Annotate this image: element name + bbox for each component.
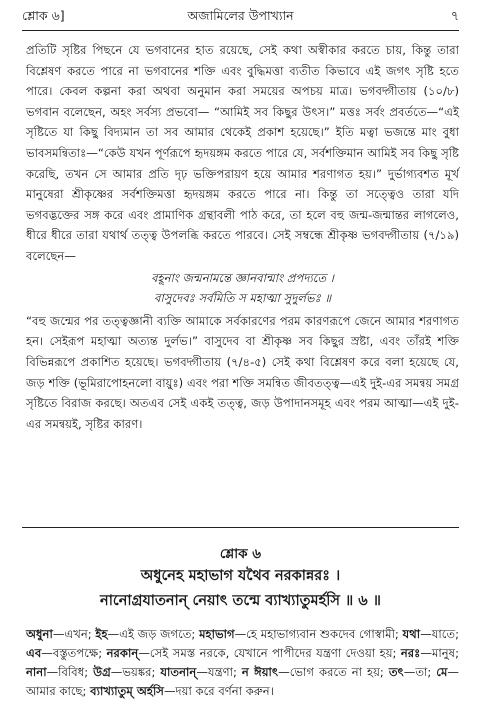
synonym-word: তৎ [388, 665, 404, 679]
quoted-verse-line-2: বাসুদেবঃ সর্বমিতি স মহাত্মা সুদুর্লভঃ ॥ [153, 291, 331, 306]
synonym-meaning: —যাতে; [420, 627, 459, 641]
page-header [22, 8, 459, 30]
synonym-meaning: —ভয়ঙ্কর; [110, 665, 161, 679]
synonym-meaning: —মানুষ; [420, 646, 459, 660]
synonym-word: নানা [26, 665, 47, 679]
word-meanings [26, 625, 459, 701]
synonym-meaning: —সেই সমস্ত নরকে, যেখানে পাপীদের যন্ত্রণা দেওয়া হয়; [138, 646, 401, 660]
quoted-verse [26, 268, 459, 309]
synonym-meaning: —ভোগ করতে না হয়; [278, 665, 389, 679]
synonym-meaning: —এই জড় জগতে; [107, 627, 200, 641]
synonym-word: মে [436, 665, 448, 679]
section-divider [22, 527, 459, 528]
synonym-word: যাতনান্ [160, 665, 197, 679]
synonym-word: যথা [402, 627, 421, 641]
header-chapter-title: অজামিলের উপাখ্যান [187, 8, 294, 23]
shloka-line-2: নানোগ্রযাতনান্ নেয়াৎ তন্মে ব্যাখ্যাতুমর্হসি ॥ ৬ ॥ [100, 593, 381, 609]
synonym-word: নরঃ [400, 646, 421, 660]
synonym-meaning: —তা; [403, 665, 437, 679]
purport-paragraph-1: প্রতিটি সৃষ্টির পিছনে যে ভগবানের হাত রয়েছে, সেই কথা অস্বীকার করতে চায়, কিন্তু তারা বিশ্লেষণ করতে পারে না ভগবানের শক্তি এবং বুদ্ধিমত্তা ব্যতীত কিভাবে এই জগৎ সৃষ্টি হতে পারে। কেবল কল্পনা করা অথবা অনুমান করা সময়ের অপচয় মাত্র। ভগবদ্গীতায় (১০/৮) ভগবান বলেছেন, অহং সর্বস্য প্রভবো— “আমিই সব কিছুর উৎস।” মত্তঃ সর্বং প্রবর্ততে—“এই সৃষ্টিতে যা কিছু বিদ্যমান তা সব আমার থেকেই প্রকাশ হয়েছে।” ইতি মত্বা ভজন্তে মাং বুধা ভাবসমন্বিতাঃ—“কেউ যখন পূর্ণরূপে হৃদয়ঙ্গম করতে পারে যে, সর্বশক্তিমান আমিই সব কিছু সৃষ্টি করেছি, তখন সে আমার প্রতি দৃঢ় ভক্তিপরায়ণ হয়ে আমার শরণাগত হয়।” দুর্ভাগ্যবশত মূর্খ মানুষেরা শ্রীকৃষ্ণের সর্বশক্তিমত্তা হৃদয়ঙ্গম করতে পারে না। কিন্তু তা সত্ত্বেও তারা যদি ভগবদ্ভক্তের সঙ্গ করে এবং প্রামাণিক গ্রন্থাবলী পাঠ করে, তা হলে বহু জন্ম-জন্মান্তর লাগলেও, ধীরে ধীরে তারা যথার্থ তত্ত্ব উপলব্ধি করতে পারবে। সেই সম্বন্ধে শ্রীকৃষ্ণ ভগবদ্গীতায় (৭/১৯) বলেছেন— [26, 43, 459, 263]
synonym-word: উগ্র [93, 665, 111, 679]
synonym-word: ন ঈয়াৎ [241, 665, 279, 679]
synonym-word: মহাভাগ [199, 627, 235, 641]
synonym-meaning: —বস্তুতপক্ষে; [41, 646, 107, 660]
synonym-word: ব্যাখ্যাতুম্ অর্হসি [90, 684, 164, 698]
shloka-line-1: অধুনেহ মহাভাগ যথৈব নরকান্নরঃ । [140, 568, 341, 584]
purport-paragraph-2: “বহু জন্মের পর তত্ত্বজ্ঞানী ব্যক্তি আমাকে সর্বকারণের পরম কারণরূপে জেনে আমার শরণাগত হন। সেইরূপ মহাত্মা অত্যন্ত দুর্লভ।” বাসুদেব বা শ্রীকৃষ্ণ সব কিছুর স্রষ্টা, এবং তাঁরই শক্তি বিভিন্নরূপে প্রকাশিত হয়েছে। ভগবদ্গীতায় (৭/৪-৫) সেই কথা বিশ্লেষণ করে বলা হয়েছে যে, জড় শক্তি (ভূমিরাপোহনলো বায়ুঃ) এবং পরা শক্তি সমন্বিত জীবতত্ত্ব—এই দুই-এর সমন্বয় সমগ্র সৃষ্টিতে বিরাজ করছে। অতএব সেই একই তত্ত্ব, জড় উপাদানসমূহ এবং পরম আত্মা—এই দুই-এর সমন্বয়ই, সৃষ্টির কারণ। [26, 313, 459, 431]
purport-text [26, 40, 459, 434]
synonym-word: এব [26, 646, 42, 660]
header-page-number: ৭ [450, 8, 459, 23]
synonym-meaning: —আমার কাছে; [26, 665, 459, 698]
quoted-verse-line-1: বহূনাং জন্মনামন্তে জ্ঞানবান্মাং প্রপদ্যতে । [151, 270, 334, 285]
synonym-meaning: —বিবিধ; [46, 665, 94, 679]
header-rule [22, 30, 459, 31]
header-verse-ref: শ্লোক ৬] [22, 8, 65, 23]
synonym-word: নরকান্ [106, 646, 139, 660]
synonym-meaning: —দয়া করে বর্ণনা করুন। [163, 684, 274, 698]
synonym-word: অধুনা [26, 627, 53, 641]
synonym-meaning: —হে মহাভাগ্যবান শুকদেব গোস্বামী; [234, 627, 403, 641]
synonym-meaning: —যন্ত্রণা; [196, 665, 242, 679]
shloka-heading: শ্লোক ৬ [219, 546, 262, 562]
synonym-word: ইহ [95, 627, 108, 641]
synonym-meaning: —এখন; [52, 627, 96, 641]
